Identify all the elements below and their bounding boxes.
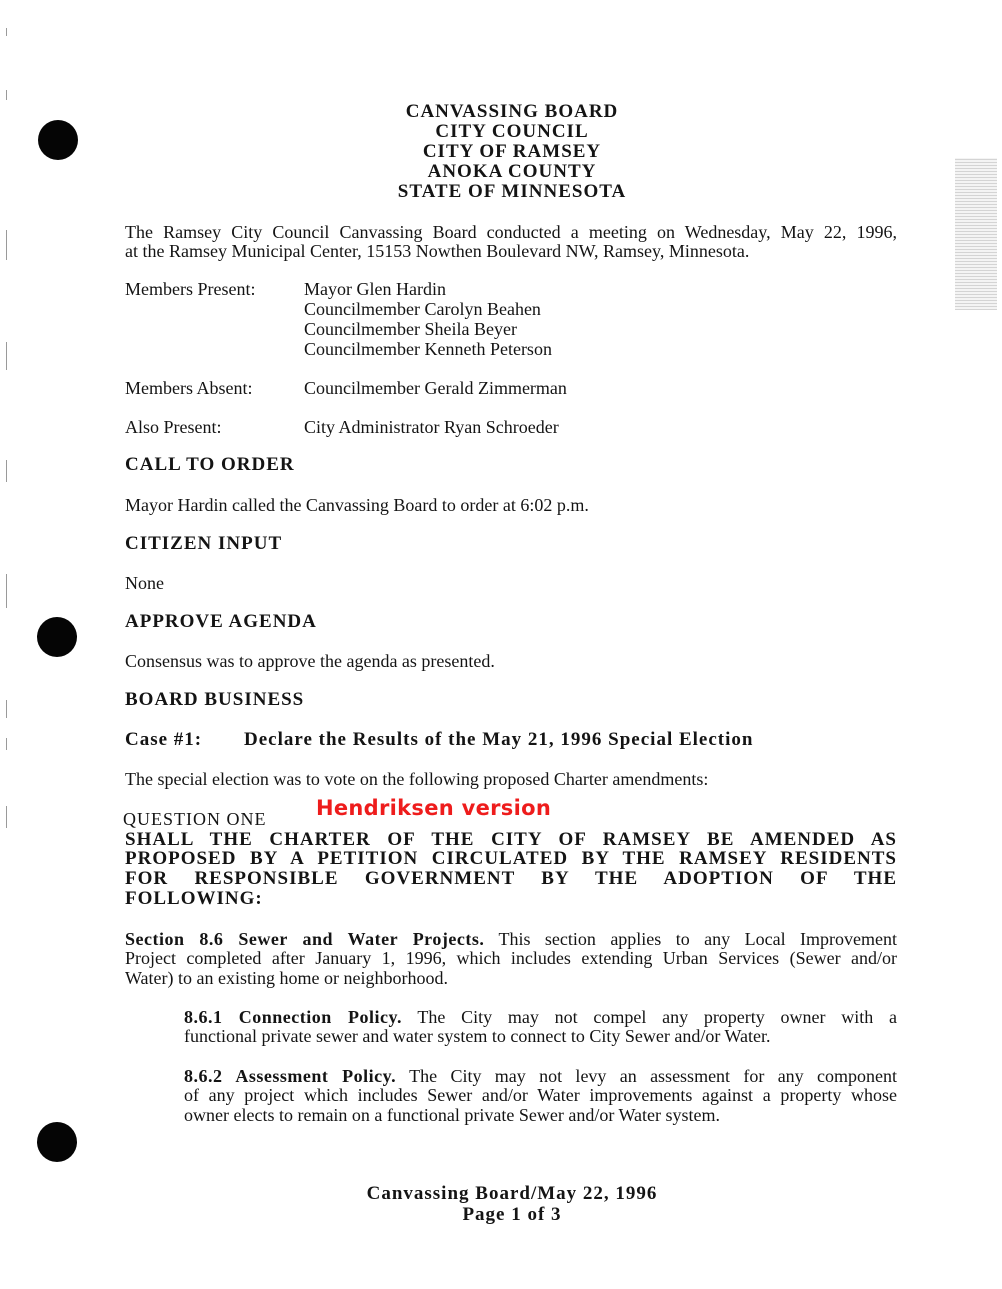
margin-mark — [6, 700, 7, 718]
section-8-6-1-line-2: functional private sewer and water system to connect to City Sewer and/or Water. — [184, 1026, 771, 1046]
members-absent-label: Members Absent: — [125, 378, 253, 398]
margin-mark — [6, 342, 7, 370]
section-8-6-line-3: Water) to an existing home or neighborhood. — [125, 968, 448, 988]
approve-agenda-heading: APPROVE AGENDA — [125, 611, 317, 632]
header-line-5: STATE OF MINNESOTA — [397, 181, 627, 202]
question-label: QUESTION ONE — [123, 809, 267, 829]
question-line-1: SHALL THE CHARTER OF THE CITY OF RAMSEY BE AMENDED AS — [125, 829, 897, 850]
margin-mark — [6, 460, 7, 482]
citizen-input-text: None — [125, 573, 164, 593]
punch-hole-middle — [37, 617, 77, 657]
section-8-6-2-title: 8.6.2 Assessment Policy. — [184, 1066, 397, 1086]
case-intro: The special election was to vote on the following proposed Charter amendments: — [125, 769, 709, 789]
section-8-6-line-2: Project completed after January 1, 1996, which includes extending Urban Services (Sewer and/or — [125, 948, 897, 968]
also-present: City Administrator Ryan Schroeder — [304, 417, 559, 437]
members-present-label: Members Present: — [125, 279, 256, 299]
header-line-4: ANOKA COUNTY — [427, 161, 597, 182]
call-to-order-heading: CALL TO ORDER — [125, 454, 295, 475]
question-line-4: FOLLOWING: — [125, 888, 263, 909]
header-line-1: CANVASSING BOARD — [405, 101, 619, 122]
header-line-2: CITY COUNCIL — [435, 121, 589, 142]
margin-mark — [6, 230, 7, 260]
margin-mark — [6, 738, 7, 750]
section-8-6-1-line-1 — [184, 1007, 897, 1027]
board-business-heading: BOARD BUSINESS — [125, 689, 305, 710]
member-present-4: Councilmember Kenneth Peterson — [304, 339, 552, 359]
margin-mark — [6, 574, 7, 608]
case-title: Declare the Results of the May 21, 1996 Special Election — [244, 729, 754, 750]
case-label: Case #1: — [125, 729, 203, 750]
footer-page-number: Page 1 of 3 — [462, 1204, 562, 1225]
handwritten-annotation: Hendriksen version — [316, 796, 552, 820]
header-line-3: CITY OF RAMSEY — [422, 141, 602, 162]
intro-line-1: The Ramsey City Council Canvassing Board conducted a meeting on Wednesday, May 22, 1996, — [125, 222, 897, 242]
section-8-6-first-line: This section applies to any Local Improvement — [498, 929, 897, 949]
section-8-6-2-line-2: of any project which includes Sewer and/or Water improvements against a property whose — [184, 1085, 897, 1105]
section-8-6-1-title: 8.6.1 Connection Policy. — [184, 1007, 402, 1027]
punch-hole-bottom — [37, 1122, 77, 1162]
punch-hole-top — [38, 120, 78, 160]
margin-mark — [6, 90, 7, 100]
margin-mark — [6, 806, 7, 828]
approve-agenda-text: Consensus was to approve the agenda as presented. — [125, 651, 495, 671]
section-8-6-line-1 — [125, 929, 897, 949]
question-line-3: FOR RESPONSIBLE GOVERNMENT BY THE ADOPTION OF THE — [125, 868, 897, 889]
member-present-3: Councilmember Sheila Beyer — [304, 319, 517, 339]
question-line-2: PROPOSED BY A PETITION CIRCULATED BY THE RAMSEY RESIDENTS — [125, 848, 897, 869]
footer-line-1: Canvassing Board/May 22, 1996 — [366, 1183, 658, 1204]
section-8-6-1-first-line: The City may not compel any property owner with a — [417, 1007, 897, 1027]
section-8-6-2-line-3: owner elects to remain on a functional private Sewer and/or Water system. — [184, 1105, 721, 1125]
scan-stamp-mark — [955, 158, 997, 310]
member-present-1: Mayor Glen Hardin — [304, 279, 446, 299]
also-present-label: Also Present: — [125, 417, 222, 437]
margin-mark — [6, 28, 7, 36]
call-to-order-text: Mayor Hardin called the Canvassing Board to order at 6:02 p.m. — [125, 495, 589, 515]
member-absent: Councilmember Gerald Zimmerman — [304, 378, 567, 398]
section-8-6-2-first-line: The City may not levy an assessment for any component — [409, 1066, 897, 1086]
section-8-6-title: Section 8.6 Sewer and Water Projects. — [125, 929, 485, 949]
intro-line-2: at the Ramsey Municipal Center, 15153 Nowthen Boulevard NW, Ramsey, Minnesota. — [125, 241, 750, 261]
citizen-input-heading: CITIZEN INPUT — [125, 533, 283, 554]
section-8-6-2-line-1 — [184, 1066, 897, 1086]
member-present-2: Councilmember Carolyn Beahen — [304, 299, 541, 319]
